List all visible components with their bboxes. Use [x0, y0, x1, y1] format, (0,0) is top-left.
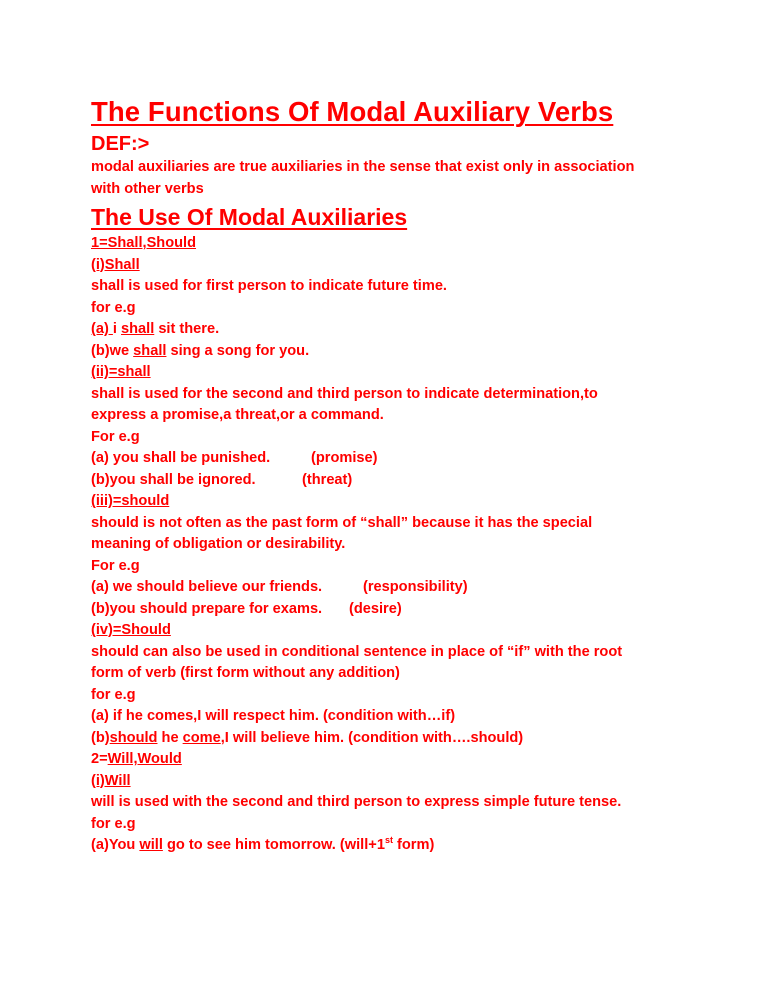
underlined-word: will — [139, 837, 163, 853]
superscript: st — [384, 835, 393, 845]
should-past-desc-1: should is not often as the past form of “shall” because it has the special — [91, 514, 593, 531]
example-note: (threat) — [302, 471, 353, 488]
example-line — [91, 599, 708, 621]
underlined-word: shall — [133, 342, 167, 359]
underlined-word: should — [109, 729, 158, 746]
example-note: (desire) — [349, 600, 402, 617]
example-note: (responsibility) — [363, 579, 468, 595]
underlined-word: shall — [121, 321, 155, 337]
example-line — [91, 577, 708, 599]
example-text: (a) you shall be punished. — [91, 450, 271, 466]
example-line — [91, 470, 708, 492]
example-text: sing a song for you. — [166, 342, 310, 359]
section-heading-shall-should: 1=Shall,Should — [91, 235, 197, 251]
example-line — [91, 448, 708, 470]
example-text: (b)we — [91, 342, 134, 359]
subheading-iv-should: (iv)=Should — [91, 622, 171, 638]
section-heading-text: Will,Would — [107, 751, 182, 767]
subheading-ii-shall: (ii)=shall — [91, 364, 151, 380]
example-text: he — [157, 729, 183, 746]
example-text: (b)you should prepare for exams. — [91, 600, 323, 617]
example-note: (promise) — [311, 450, 378, 466]
example-line — [91, 728, 708, 750]
example-label: for e.g — [91, 299, 136, 316]
example-label: For e.g — [91, 557, 140, 574]
example-text: (a)You — [91, 837, 140, 853]
underlined-word: come — [182, 729, 221, 746]
example-label: For e.g — [91, 428, 140, 445]
shall-second-third-desc-2: express a promise,a threat,or a command. — [91, 407, 384, 423]
example-label-a: (a) — [91, 321, 113, 337]
example-text: go to see him tomorrow. (will+1 — [162, 837, 385, 853]
subheading-i-will: (i)Will — [91, 772, 131, 789]
section-number: 2= — [91, 751, 108, 767]
example-text: (b)you shall be ignored. — [91, 471, 256, 488]
example-text: sit there. — [154, 321, 220, 337]
subheading-i-shall: (i)Shall — [91, 256, 140, 273]
example-text: ,I will believe him. (condition with….should) — [220, 729, 524, 746]
subheading-iii-should: (iii)=should — [91, 493, 170, 509]
will-future-desc: will is used with the second and third person to express simple future tense. — [91, 794, 622, 810]
example-text: (a) we should believe our friends. — [91, 579, 323, 595]
shall-second-third-desc-1: shall is used for the second and third person to indicate determination,to — [91, 385, 598, 402]
page-title: The Functions Of Modal Auxiliary Verbs — [91, 96, 614, 127]
should-conditional-desc-2: form of verb (first form without any addition) — [91, 665, 400, 681]
shall-first-person-desc: shall is used for first person to indicate future time. — [91, 278, 447, 294]
example-label: for e.g — [91, 686, 136, 703]
section-heading-will-would — [91, 749, 708, 771]
def-label: DEF:> — [91, 133, 150, 155]
example-label: for e.g — [91, 815, 136, 832]
example-text: (b) — [91, 729, 110, 746]
should-conditional-desc-1: should can also be used in conditional sentence in place of “if” with the root — [91, 643, 623, 660]
use-heading: The Use Of Modal Auxiliaries — [91, 204, 408, 230]
example-line — [91, 835, 708, 857]
example-text: i — [112, 321, 121, 337]
example-line — [91, 341, 708, 363]
definition-line-2: with other verbs — [91, 180, 204, 197]
should-past-desc-2: meaning of obligation or desirability. — [91, 536, 346, 552]
example-text: form) — [392, 837, 435, 853]
example-line — [91, 319, 708, 341]
definition-line-1: modal auxiliaries are true auxiliaries in the sense that exist only in association — [91, 159, 635, 175]
example-line: (a) if he comes,I will respect him. (condition with…if) — [91, 708, 456, 724]
